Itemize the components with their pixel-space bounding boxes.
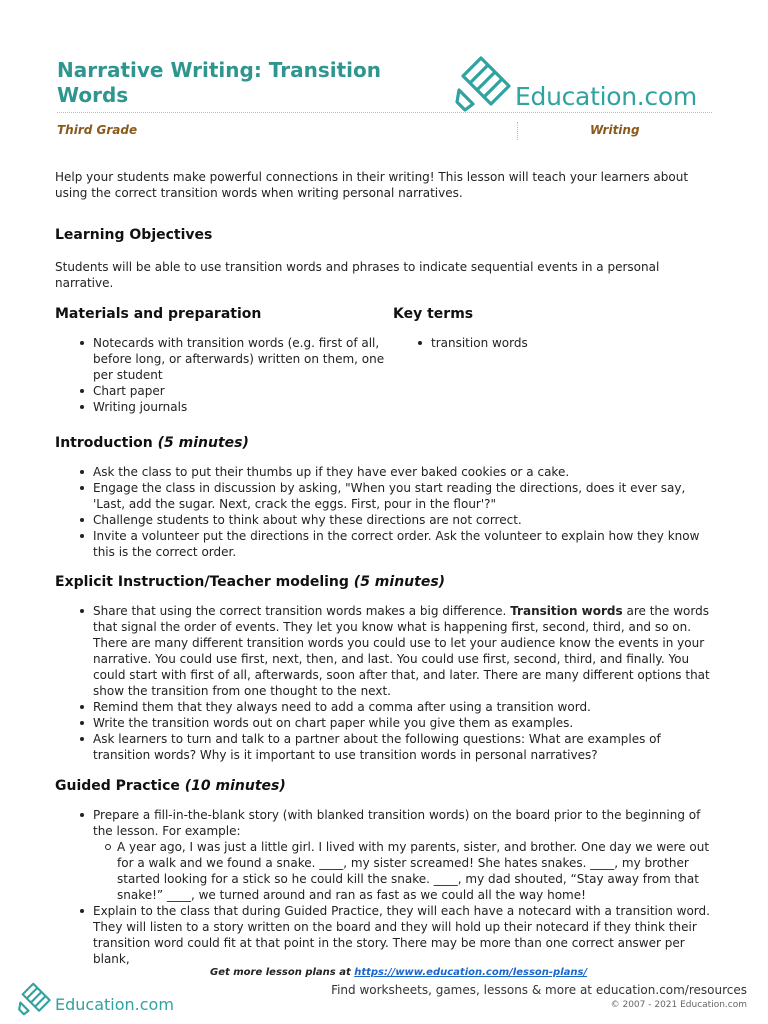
introduction-heading [55, 435, 249, 451]
pencil-stack-icon [18, 982, 52, 1016]
term-bold: Transition words [510, 604, 623, 618]
footer-brand-name: Education.com [55, 995, 174, 1014]
section-duration: (10 minutes) [184, 778, 286, 794]
grade-label: Third Grade [57, 123, 138, 137]
footer-resources-text: Find worksheets, games, lessons & more at education.com/resources [331, 983, 747, 997]
guided-list [55, 807, 713, 967]
objectives-heading: Learning Objectives [55, 227, 213, 243]
brand-name: Education.com [515, 82, 697, 111]
title-line-1: Narrative Writing: Transition [57, 58, 381, 82]
footer-plans-text: Get more lesson plans at [210, 967, 355, 978]
list-item: Engage the class in discussion by asking, "When you start reading the directions, does it ever say, 'Last, add the sugar. Next, crack the eggs. First, pour in the flour'?" [93, 480, 713, 512]
list-item: Challenge students to think about why these directions are not correct. [93, 512, 713, 528]
guided-heading [55, 778, 286, 794]
section-duration: (5 minutes) [157, 435, 249, 451]
materials-list [55, 335, 393, 415]
materials-heading: Materials and preparation [55, 306, 262, 322]
list-item: Remind them that they always need to add a comma after using a transition word. [93, 699, 713, 715]
page-title [57, 58, 417, 108]
objectives-text: Students will be able to use transition words and phrases to indicate sequential events in a personal narrative. [55, 260, 660, 290]
key-terms-heading: Key terms [393, 306, 474, 322]
list-item: transition words [431, 335, 731, 351]
list-item: Writing journals [93, 399, 393, 415]
explicit-heading [55, 574, 445, 590]
footer-logo[interactable] [18, 982, 178, 1018]
education-logo[interactable] [455, 56, 715, 112]
example-sublist [93, 839, 713, 903]
header-divider [57, 112, 712, 113]
item-text: are the words that signal the order of events. They let you know what is happening first, second, third, and so on. There are many different transition words you could use to let your audience know the events in your narrative. You could use first, next, then, and last. You could use first, second, third, and finally. You could start with first of all, afterwards, soon after that, and later. There are many different options that show the transition from one thought to the next. [93, 604, 710, 698]
footer-copyright: © 2007 - 2021 Education.com [610, 1000, 747, 1010]
item-text: Prepare a fill-in-the-blank story (with blanked transition words) on the board prior to the beginning of the lesson. For example: [93, 808, 701, 838]
introduction-list [55, 464, 713, 560]
pencil-stack-icon [455, 56, 513, 112]
section-duration: (5 minutes) [353, 574, 446, 590]
list-item [93, 603, 713, 699]
list-item: Notecards with transition words (e.g. first of all, before long, or afterwards) written on them, one per student [93, 335, 393, 383]
lesson-plans-link[interactable]: https://www.education.com/lesson-plans/ [354, 967, 588, 978]
key-terms-list [393, 335, 731, 351]
subject-label: Writing [590, 123, 640, 137]
section-title: Introduction [55, 435, 153, 451]
section-title: Explicit Instruction/Teacher modeling [55, 574, 349, 590]
list-item: Chart paper [93, 383, 393, 399]
title-line-2: Words [57, 83, 129, 107]
list-item: Write the transition words out on chart paper while you give them as examples. [93, 715, 713, 731]
list-item [93, 807, 713, 903]
list-item: Ask the class to put their thumbs up if they have ever baked cookies or a cake. [93, 464, 713, 480]
list-item: Ask learners to turn and talk to a partner about the following questions: What are examples of transition words? Why is it important to use transition words in personal narratives? [93, 731, 713, 763]
sub-list-item: A year ago, I was just a little girl. I lived with my parents, sister, and brother. One day we were out for a walk and we found a snake. ____, my sister screamed! She hates snakes. ____, my brother started looking for a stick so he could kill the snake. ____, my dad shouted, “Stay away from that snake!” ____, we turned around and ran as fast as we could all the way home! [117, 839, 713, 903]
header-column-divider [517, 122, 518, 140]
section-title: Guided Practice [55, 778, 180, 794]
footer-lesson-plans [210, 967, 587, 978]
explicit-list [55, 603, 713, 763]
list-item: Invite a volunteer put the directions in the correct order. Ask the volunteer to explain how they know this is the correct order. [93, 528, 713, 560]
list-item: Explain to the class that during Guided Practice, they will each have a notecard with a transition word. They will listen to a story written on the board and they will hold up their notecard if they think their transition word could fit at that point in the story. There may be more than one correct answer per blank, [93, 903, 713, 967]
item-text: Share that using the correct transition words makes a big difference. [93, 604, 511, 618]
intro-paragraph: Help your students make powerful connections in their writing! This lesson will teach your learners about using the correct transition words when writing personal narratives. [55, 170, 689, 200]
